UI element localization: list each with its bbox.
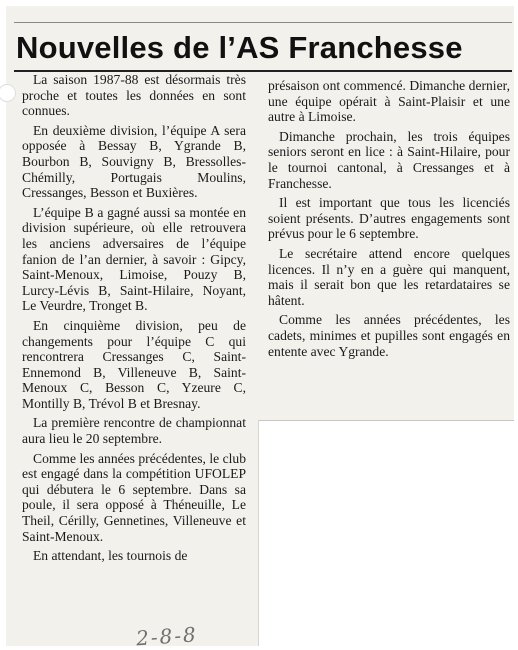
paragraph: En deuxième division, l’équipe A sera opposée à Bessay B, Ygrande B, Bourbon B, Souvigny B, Bressolles-Chémilly, Portugais Moulins, Cressanges, Besson et Buxières. (22, 122, 246, 201)
paragraph: Comme les années précédentes, le club est engagé dans la compétition UFOLEP qui débutera le 6 septembre. Dans sa poule, il sera opposé à Théneuille, Le Theil, Cérilly, Gennetines, Villeneuve et Saint-Menoux. (22, 450, 246, 544)
top-rule (14, 22, 512, 23)
paragraph: Dimanche prochain, les trois équipes seniors seront en lice : à Saint-Hilaire, pour le tournoi cantonal, à Cressanges et à Franchesse. (268, 128, 510, 191)
paragraph: Comme les années précédentes, les cadets, minimes et pupilles sont engagés en entente avec Ygrande. (268, 312, 510, 359)
paragraph: En cinquième division, peu de changements pour l’équipe C qui rencontrera Cressanges C, Saint-Ennemond B, Villeneuve B, Saint-Menoux C, Besson C, Yzeure C, Montilly B, Trévol B et Bresnay. (22, 317, 246, 411)
clipping-edge-horizontal (258, 420, 514, 421)
paragraph: L’équipe B a gagné aussi sa montée en division supérieure, où elle retrouvera les anciens adversaires de l’équipe fanion de l’an dernier, à savoir : Gipcy, Saint-Menoux, Limoise, Pouzy B, Lurcy-Lévis B, Saint-Hilaire, Noyant, Le Veurdre, Tronget B. (22, 204, 246, 314)
paragraph: La saison 1987-88 est désormais très proche et toutes les données en sont connues. (22, 72, 246, 119)
paragraph: En attendant, les tournois de (33, 548, 188, 564)
paragraph: Il est important que tous les licenciés soient présents. D’autres engagements sont prévus pour le 6 septembre. (268, 195, 510, 242)
article-headline: Nouvelles de l’AS Franchesse (16, 30, 463, 65)
article-left-column (22, 72, 246, 568)
article-right-column (268, 78, 510, 363)
paragraph: Le secrétaire attend encore quelques licences. Il n’y en a guère qui manquent, mais il serait bon que les retardataires se hâtent. (268, 245, 510, 308)
handwritten-date-note: 2-8-8 (135, 622, 199, 650)
clipping-edge-vertical (258, 420, 259, 646)
paragraph: présaison ont commencé. Dimanche dernier, une équipe opérait à Saint-Plaisir et une autre à Limoise. (268, 78, 510, 125)
paragraph: La première rencontre de championnat aura lieu le 20 septembre. (22, 415, 246, 447)
